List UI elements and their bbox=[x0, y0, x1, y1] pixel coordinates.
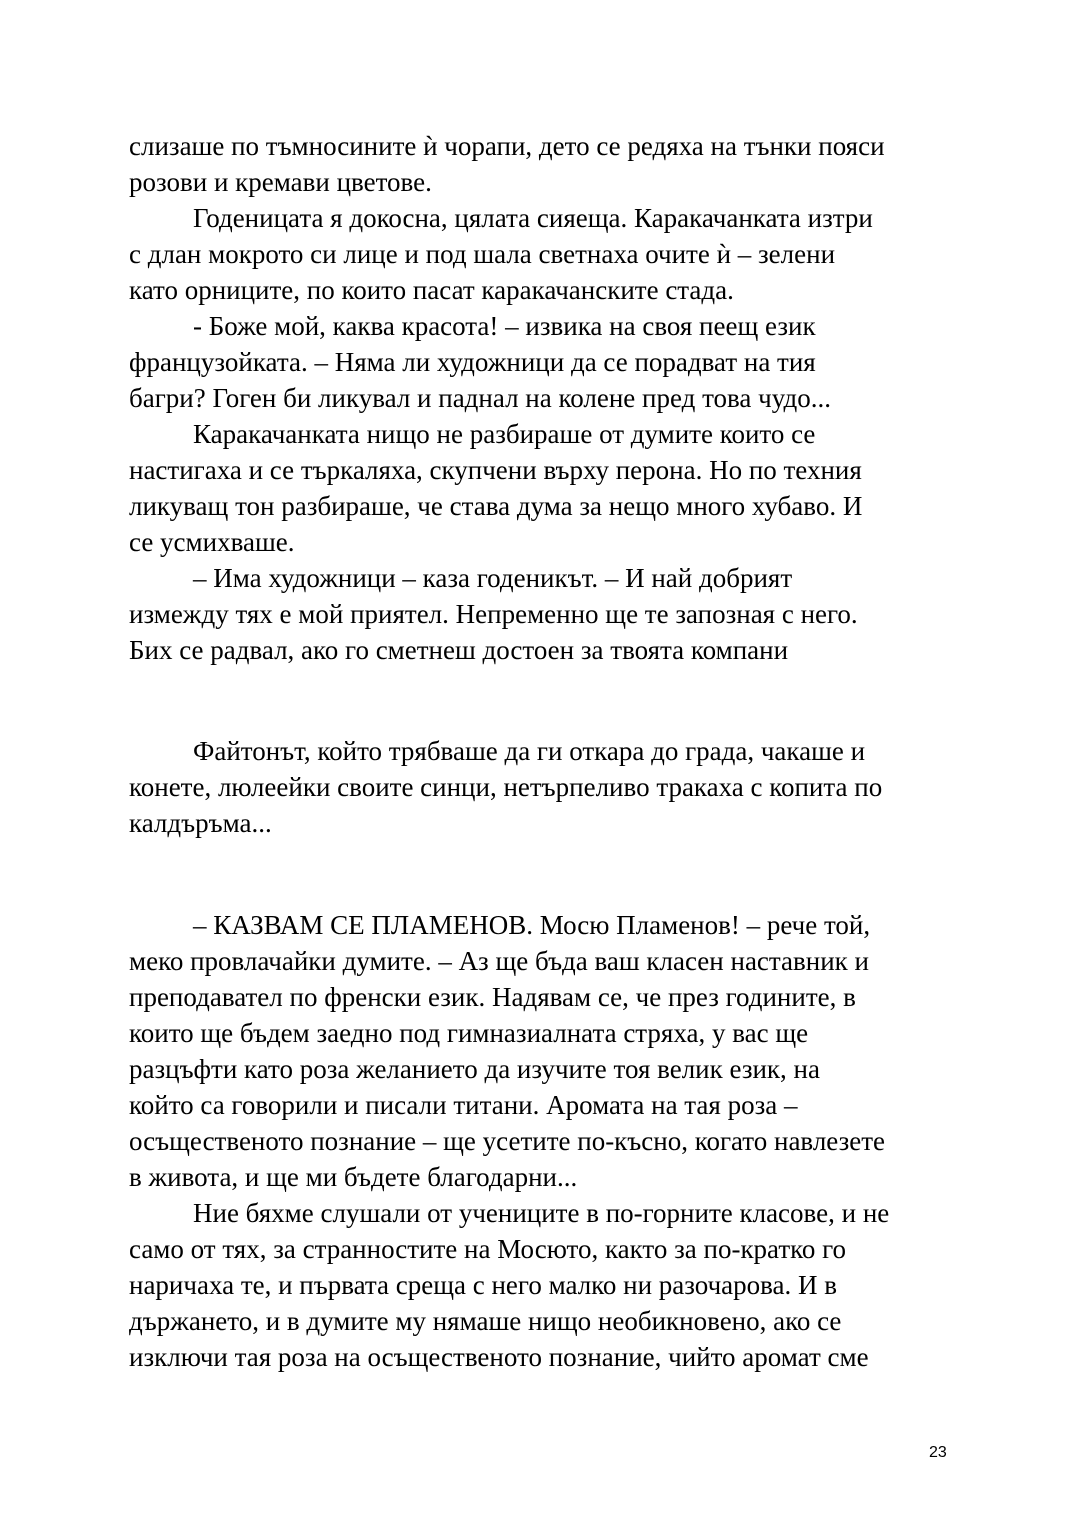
text-line: настигаха и се търкаляха, скупчени върху перона. Но по техния bbox=[129, 455, 862, 485]
text-line: багри? Гоген би ликувал и паднал на колене пред това чудо... bbox=[129, 383, 832, 413]
text-line: конете, люлеейки своите синци, нетърпеливо тракаха с копита по bbox=[129, 772, 883, 802]
text-line: Файтонът, който трябваше да ги откара до града, чакаше и bbox=[193, 736, 866, 766]
text-line: Бих се радвал, ако го сметнеш достоен за твоята компани bbox=[129, 635, 789, 665]
text-line: наричаха те, и първата среща с него малко ни разочарова. И в bbox=[129, 1270, 838, 1300]
page-number: 23 bbox=[929, 1444, 947, 1461]
text-line: измежду тях е мой приятел. Непременно ще те запозная с него. bbox=[129, 599, 858, 629]
text-line: калдъръма... bbox=[129, 808, 272, 838]
text-line: Ние бяхме слушали от учениците в по-горните класове, и не bbox=[193, 1198, 890, 1228]
text-line: слизаше по тъмносините ѝ чорапи, дето се редяха на тънки пояси bbox=[129, 131, 885, 161]
text-line: изключи тая роза на осъщественото познание, чийто аромат сме bbox=[129, 1342, 869, 1372]
text-line: ликуващ тон разбираше, че става дума за нещо много хубаво. И bbox=[129, 491, 863, 521]
text-line: Каракачанката нищо не разбираше от думите които се bbox=[193, 419, 816, 449]
text-line: осъщественото познание – ще усетите по-късно, когато навлезете bbox=[129, 1126, 886, 1156]
text-line: преподавател по френски език. Надявам се, че през годините, в bbox=[129, 982, 856, 1012]
text-line: меко провлачайки думите. – Аз ще бъда ваш класен наставник и bbox=[129, 946, 869, 976]
text-line: като орниците, по които пасат каракачанските стада. bbox=[129, 275, 734, 305]
text-line: само от тях, за странностите на Мосюто, както за по-кратко го bbox=[129, 1234, 847, 1264]
text-line: се усмихваше. bbox=[129, 527, 295, 557]
text-line: – КАЗВАМ СЕ ПЛАМЕНОВ. Мосю Пламенов! – рече той, bbox=[193, 910, 871, 940]
text-line: розови и кремави цветове. bbox=[129, 167, 432, 197]
text-line: с длан мокрото си лице и под шала светнаха очите ѝ – зелени bbox=[129, 239, 836, 269]
text-line: разцъфти като роза желанието да изучите тоя велик език, на bbox=[129, 1054, 820, 1084]
text-line: - Боже мой, каква красота! – извика на своя пеещ език bbox=[193, 311, 816, 341]
text-line: Годеницата я докосна, цялата сияеща. Каракачанката изтри bbox=[193, 203, 873, 233]
text-line: които ще бъдем заедно под гимназиалната стряха, у вас ще bbox=[129, 1018, 809, 1048]
text-line: държането, и в думите му нямаше нищо необикновено, ако се bbox=[129, 1306, 842, 1336]
text-line: французойката. – Няма ли художници да се порадват на тия bbox=[129, 347, 816, 377]
text-line: който са говорили и писали титани. Аромата на тая роза – bbox=[129, 1090, 798, 1120]
text-line: в живота, и ще ми бъдете благодарни... bbox=[129, 1162, 578, 1192]
text-line: – Има художници – каза годеникът. – И най добрият bbox=[193, 563, 793, 593]
